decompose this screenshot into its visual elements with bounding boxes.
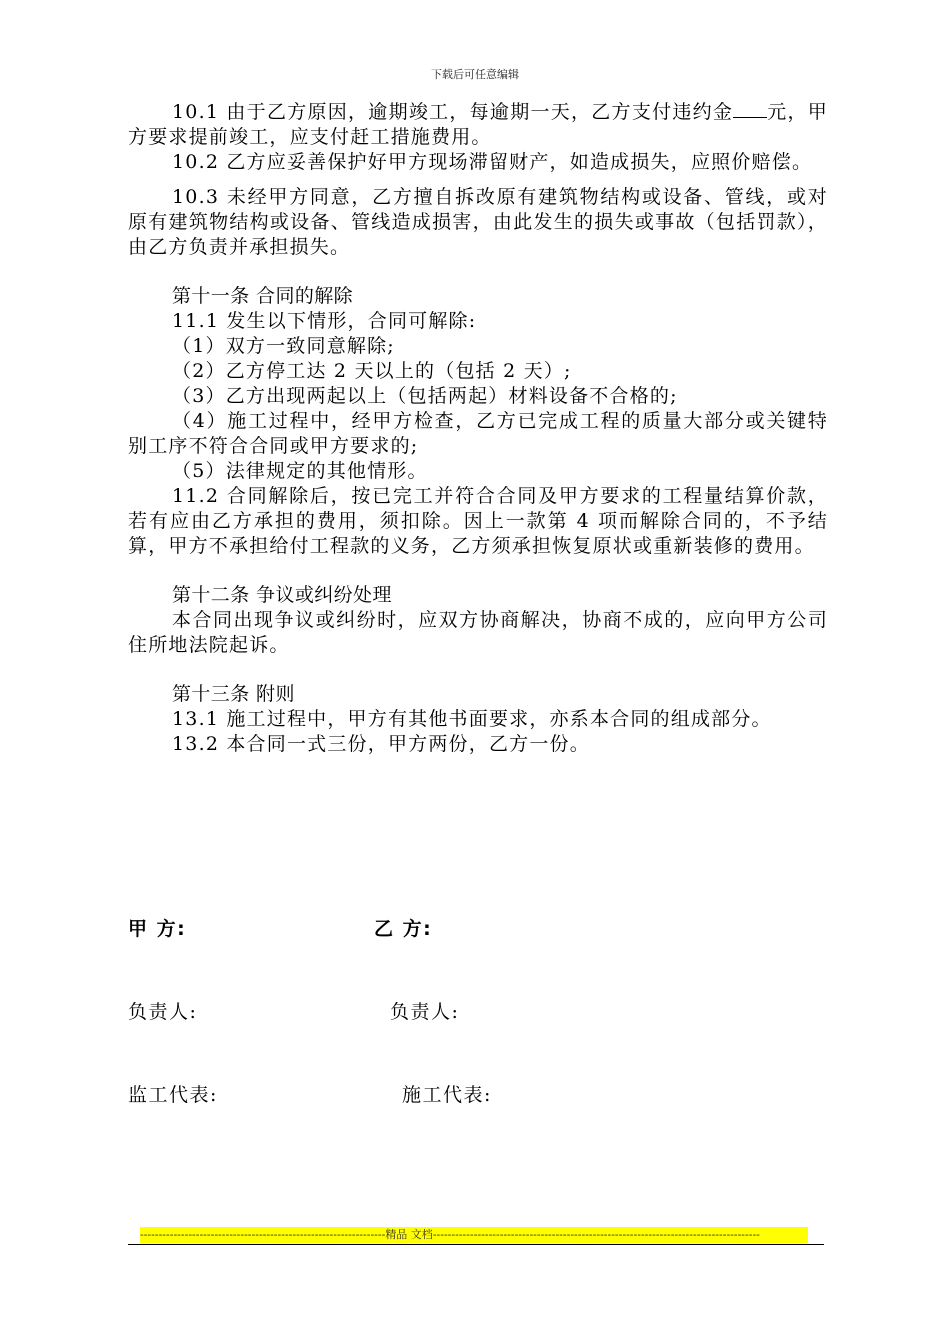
clause-11-2: 11.2 合同解除后，按已完工并符合合同及甲方要求的工程量结算价款，若有应由乙方承担的费用，须扣除。因上一款第 4 项而解除合同的，不予结算，甲方不承担给付工程款的义务，乙方须承担恢复原状或重新装修的费用。 [128, 485, 828, 557]
clause-11-1: 11.1 发生以下情形，合同可解除: [172, 310, 477, 332]
supervisor-label: 监工代表: [128, 1084, 218, 1106]
contract-body [128, 100, 828, 757]
clause-13-2: 13.2 本合同一式三份，甲方两份，乙方一份。 [172, 733, 590, 755]
article-12-heading: 第十二条 争议或纠纷处理 [172, 584, 392, 606]
blank-amount [733, 103, 767, 118]
clause-11-1-item-4: （4）施工过程中，经甲方检查，乙方已完成工程的质量大部分或关键特别工序不符合合同或甲方要求的; [128, 410, 828, 457]
clause-12: 本合同出现争议或纠纷时，应双方协商解决，协商不成的，应向甲方公司住所地法院起诉。 [128, 609, 828, 656]
responsible-b-label: 负责人: [390, 1001, 460, 1023]
signature-party-row [128, 914, 828, 941]
clause-11-1-item-3: （3）乙方出现两起以上（包括两起）材料设备不合格的; [172, 385, 678, 407]
footer-banner: ------------------------------------------------------------------精品 文档---------------------------------------------------------------------------------------- [140, 1227, 808, 1243]
footer-label: 精品 文档 [385, 1228, 433, 1241]
clause-10-1: 10.1 由于乙方原因，逾期竣工，每逾期一天，乙方支付违约金 元，甲方要求提前竣工，应支付赶工措施费用。 [128, 101, 828, 148]
clause-11-1-item-1: （1）双方一致同意解除; [172, 335, 395, 357]
clause-11-1-item-2: （2）乙方停工达 2 天以上的（包括 2 天）; [172, 360, 572, 382]
signature-representative-row [128, 1080, 828, 1107]
party-a-label: 甲 方: [128, 918, 187, 940]
article-11-heading: 第十一条 合同的解除 [172, 285, 354, 307]
clause-11-1-item-5: （5）法律规定的其他情形。 [172, 460, 428, 482]
clause-10-3: 10.3 未经甲方同意，乙方擅自拆改原有建筑物结构或设备、管线，或对原有建筑物结构或设备、管线造成损害，由此发生的损失或事故（包括罚款），由乙方负责并承担损失。 [128, 186, 828, 258]
party-b-label: 乙 方: [374, 918, 433, 940]
responsible-a-label: 负责人: [128, 1001, 198, 1023]
clause-13-1: 13.1 施工过程中，甲方有其他书面要求，亦系本合同的组成部分。 [172, 708, 772, 730]
footer-rule [128, 1244, 824, 1245]
article-13-heading: 第十三条 附则 [172, 683, 295, 705]
signature-responsible-row [128, 997, 828, 1024]
header-note: 下载后可任意编辑 [431, 68, 519, 81]
clause-10-2: 10.2 乙方应妥善保护好甲方现场滞留财产，如造成损失，应照价赔偿。 [172, 151, 813, 173]
construction-rep-label: 施工代表: [402, 1084, 492, 1106]
